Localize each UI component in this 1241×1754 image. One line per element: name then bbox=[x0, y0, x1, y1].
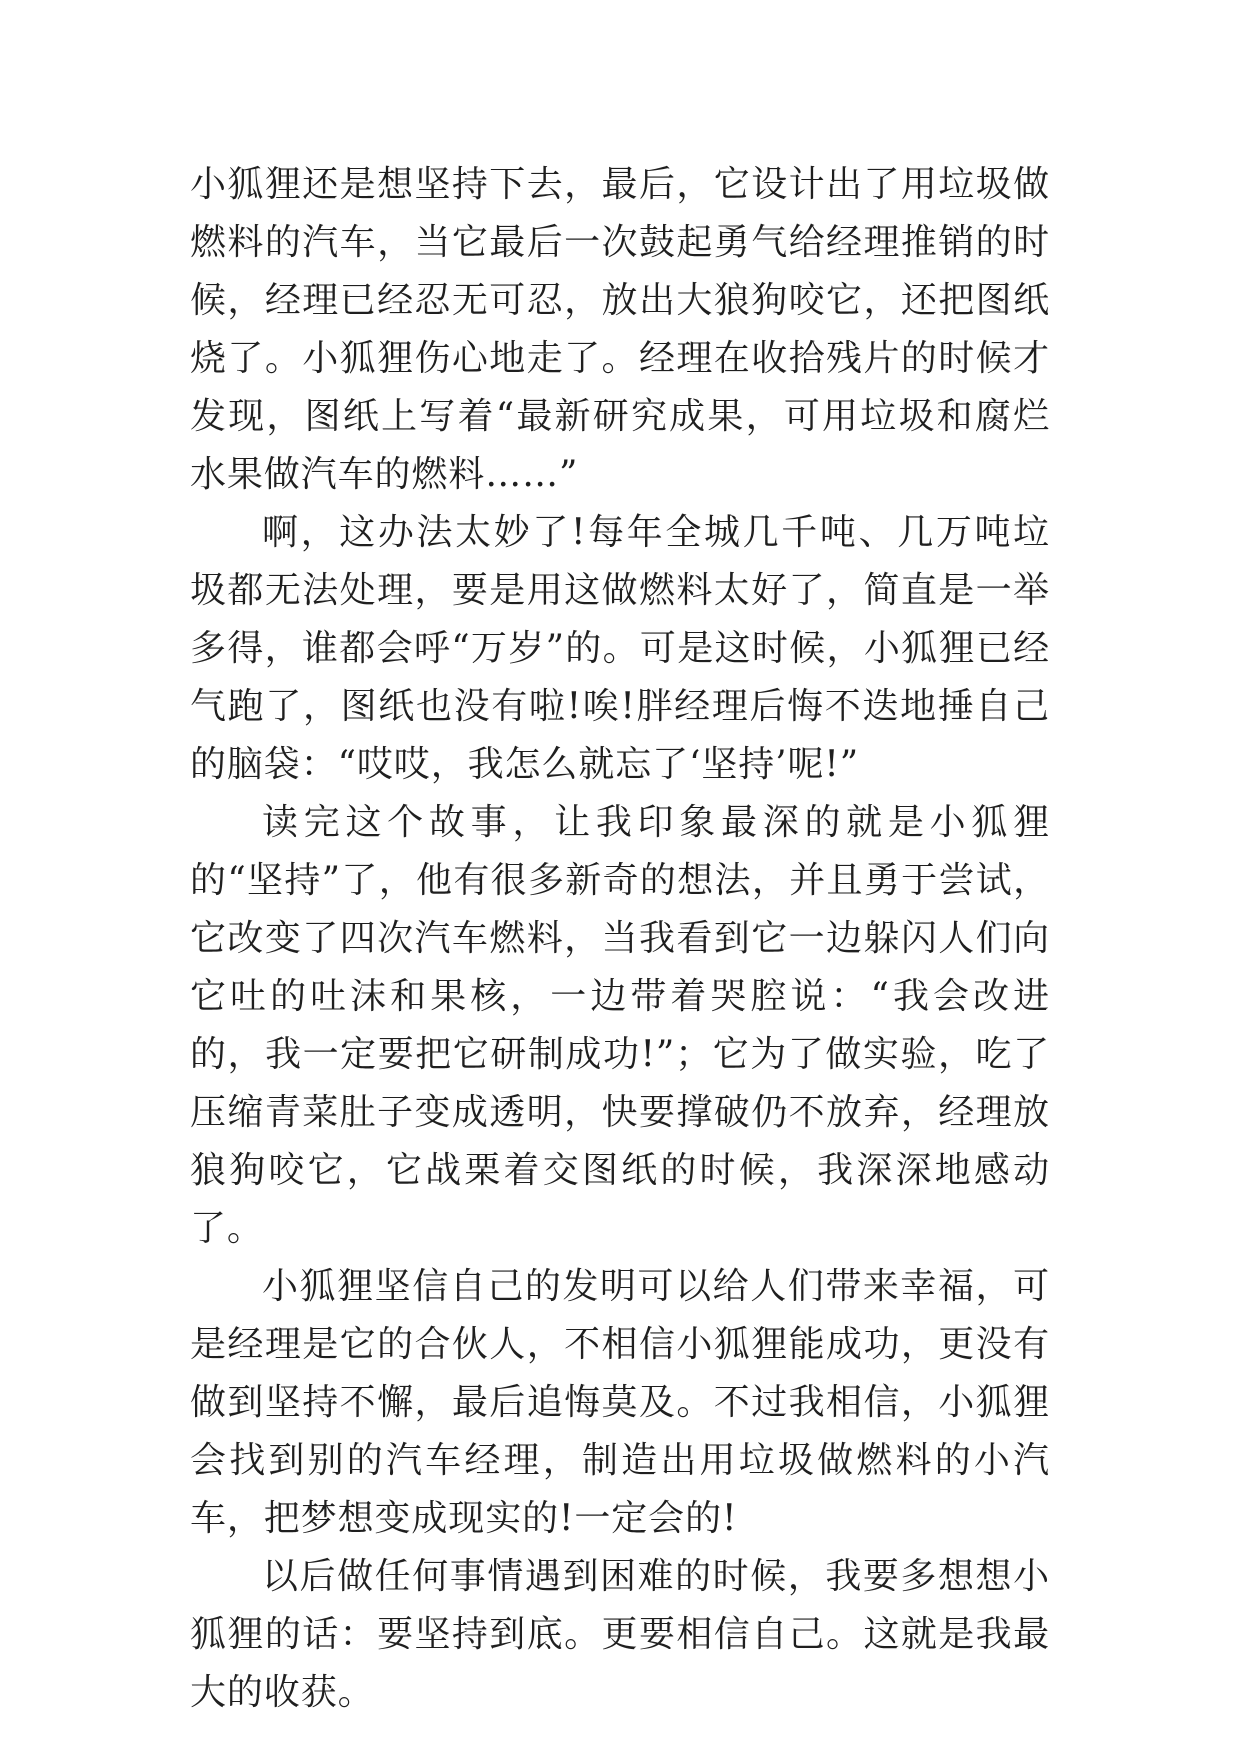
paragraph-2: 啊，这办法太妙了!每年全城几千吨、几万吨垃圾都无法处理，要是用这做燃料太好了，简直是一举多得，谁都会呼“万岁”的。可是这时候，小狐狸已经气跑了，图纸也没有啦!唉!胖经理后悔不迭地捶自己的脑袋：“哎哎，我怎么就忘了‘坚持’呢!” bbox=[190, 512, 1050, 785]
paragraph-5: 以后做任何事情遇到困难的时候，我要多想想小狐狸的话：要坚持到底。更要相信自己。这就是我最大的收获。 bbox=[190, 1556, 1050, 1713]
essay-body bbox=[190, 156, 1050, 1722]
paragraph-1: 小狐狸还是想坚持下去，最后，它设计出了用垃圾做燃料的汽车，当它最后一次鼓起勇气给经理推销的时候，经理已经忍无可忍，放出大狼狗咬它，还把图纸烧了。小狐狸伤心地走了。经理在收拾残片的时候才发现，图纸上写着“最新研究成果，可用垃圾和腐烂水果做汽车的燃料……” bbox=[190, 164, 1050, 495]
paragraph-4: 小狐狸坚信自己的发明可以给人们带来幸福，可是经理是它的合伙人，不相信小狐狸能成功，更没有做到坚持不懈，最后追悔莫及。不过我相信，小狐狸会找到别的汽车经理，制造出用垃圾做燃料的小汽车，把梦想变成现实的!一定会的! bbox=[190, 1266, 1050, 1539]
paragraph-3: 读完这个故事，让我印象最深的就是小狐狸的“坚持”了，他有很多新奇的想法，并且勇于尝试，它改变了四次汽车燃料，当我看到它一边躲闪人们向它吐的吐沫和果核，一边带着哭腔说：“我会改进的，我一定要把它研制成功!”；它为了做实验，吃了压缩青菜肚子变成透明，快要撑破仍不放弃，经理放狼狗咬它，它战栗着交图纸的时候，我深深地感动了。 bbox=[190, 802, 1050, 1249]
